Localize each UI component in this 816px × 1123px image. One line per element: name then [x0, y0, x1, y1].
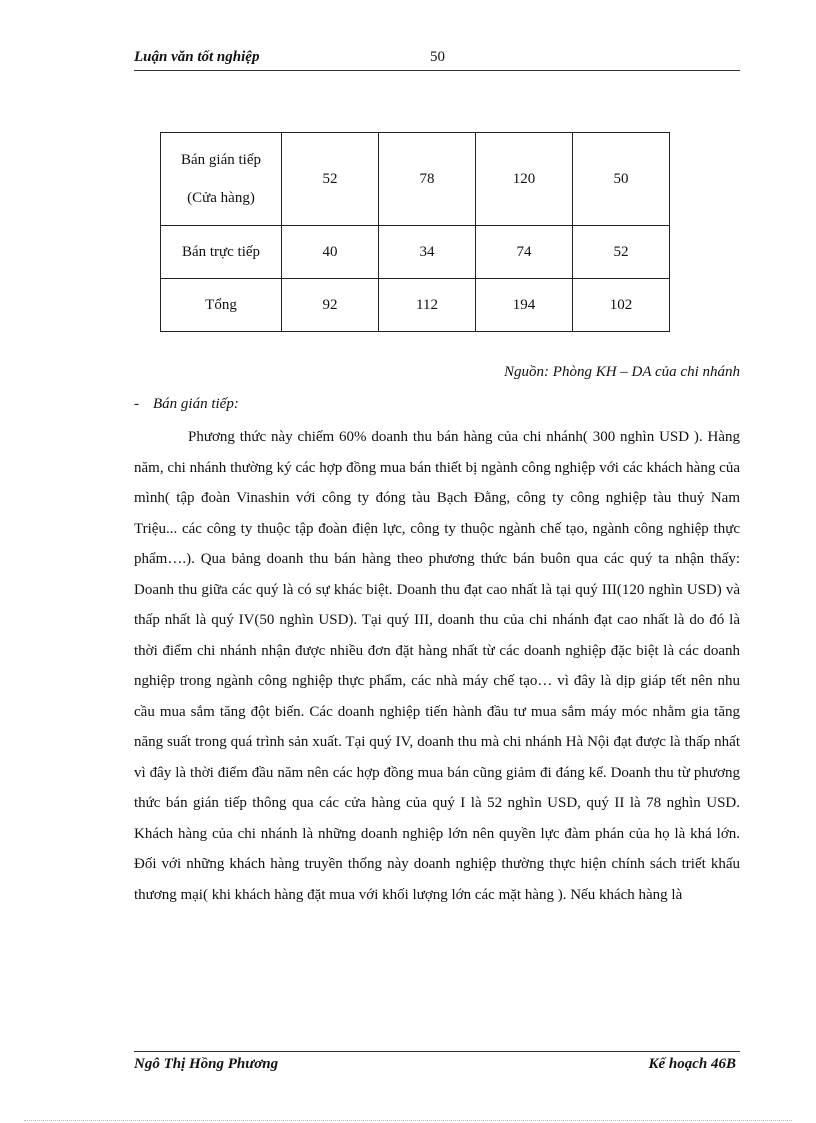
- table-cell: 34: [379, 226, 476, 279]
- thesis-title: Luận văn tốt nghiệp: [134, 49, 260, 65]
- table-cell: 52: [282, 133, 379, 226]
- table-cell: 194: [476, 279, 573, 332]
- section-heading-text: Bán gián tiếp:: [153, 396, 239, 412]
- page-header: [134, 48, 740, 71]
- table-row: [161, 279, 670, 332]
- row-label-line: (Cửa hàng): [187, 190, 255, 206]
- table-cell: 112: [379, 279, 476, 332]
- table-cell: 92: [282, 279, 379, 332]
- table-cell: 102: [573, 279, 670, 332]
- revenue-table: [160, 132, 670, 332]
- page-number: 50: [430, 49, 445, 65]
- table-cell: 50: [573, 133, 670, 226]
- row-label: Bán trực tiếp: [161, 226, 282, 279]
- table-cell: 40: [282, 226, 379, 279]
- table-row: [161, 226, 670, 279]
- table-cell: 78: [379, 133, 476, 226]
- author-name: Ngô Thị Hồng Phương: [134, 1056, 279, 1072]
- table-cell: 52: [573, 226, 670, 279]
- table-cell: 74: [476, 226, 573, 279]
- row-label-line: Bán gián tiếp: [181, 152, 261, 168]
- table-row: [161, 133, 670, 226]
- page-edge-divider: [24, 1120, 792, 1121]
- row-label: [161, 133, 282, 226]
- table-cell: 120: [476, 133, 573, 226]
- row-label: Tổng: [161, 279, 282, 332]
- bullet-dash: -: [134, 396, 139, 412]
- section-heading: [134, 396, 239, 413]
- course-name: Kế hoạch 46B: [648, 1056, 736, 1072]
- page-footer: [134, 1051, 740, 1080]
- body-paragraph: Phương thức này chiếm 60% doanh thu bán hàng của chi nhánh( 300 nghìn USD ). Hàng năm, chi nhánh thường ký các hợp đồng mua bán thiết bị ngành công nghiệp với các khách hàng của mình( tập đoàn Vinashin với công ty đóng tàu Bạch Đằng, công ty công nghiệp tàu thuỷ Nam Triệu... các công ty thuộc tập đoàn điện lực, công ty thuộc ngành chế tạo, ngành công nghiệp thực phẩm….). Qua bảng doanh thu bán hàng theo phương thức bán buôn qua các quý ta nhận thấy: Doanh thu giữa các quý là có sự khác biệt. Doanh thu đạt cao nhất là tại quý III(120 nghìn USD) và thấp nhất là quý IV(50 nghìn USD). Tại quý III, doanh thu của chi nhánh đạt cao nhất là do đó là thời điểm chi nhánh nhận được nhiều đơn đặt hàng nhất từ các doanh nghiệp đặc biệt là các doanh nghiệp trong ngành công nghiệp thực phẩm, các nhà máy chế tạo… vì đây là dịp giáp tết nên nhu cầu mua sắm tăng đột biến. Các doanh nghiệp tiến hành đầu tư mua sắm máy móc nhằm gia tăng năng suất trong quá trình sản xuất. Tại quý IV, doanh thu mà chi nhánh Hà Nội đạt được là thấp nhất vì đây là thời điểm đầu năm nên các hợp đồng mua bán cũng giảm đi đáng kể. Doanh thu từ phương thức bán gián tiếp thông qua các cửa hàng của quý I là 52 nghìn USD, quý II là 78 nghìn USD. Khách hàng của chi nhánh là những doanh nghiệp lớn nên quyền lực đàm phán của họ là khá lớn. Đối với những khách hàng truyền thống này doanh nghiệp thường thực hiện chính sách triết khấu thương mại( khi khách hàng đặt mua với khối lượng lớn các mặt hàng ). Nếu khách hàng là: [134, 429, 740, 903]
- source-note: Nguồn: Phòng KH – DA của chi nhánh: [504, 364, 740, 380]
